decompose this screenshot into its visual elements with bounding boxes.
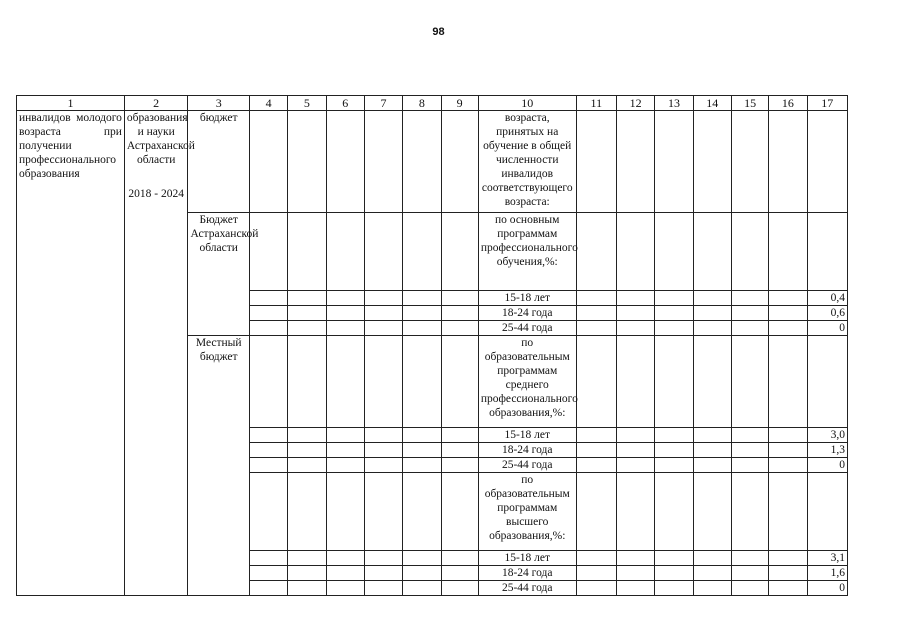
value-cell: 3,0 (807, 428, 847, 443)
executor-text: образования и науки Астраханской области (126, 112, 195, 166)
empty-cell (288, 551, 326, 566)
funding-source-cell: бюджет (188, 111, 250, 213)
empty-cell (326, 213, 364, 291)
empty-cell (441, 306, 478, 321)
indicator-cell: 25-44 года (478, 581, 576, 596)
empty-cell (364, 443, 402, 458)
period-text: 2018 - 2024 (128, 188, 184, 200)
empty-cell (693, 306, 731, 321)
indicator-cell: 15-18 лет (478, 551, 576, 566)
column-header: 1 (17, 96, 125, 111)
empty-cell (288, 566, 326, 581)
empty-cell (326, 443, 364, 458)
column-header: 8 (403, 96, 441, 111)
empty-cell (326, 321, 364, 336)
empty-cell (731, 473, 768, 551)
executor-cell (124, 111, 195, 596)
empty-cell (731, 581, 768, 596)
empty-cell (441, 443, 478, 458)
value-cell (807, 473, 847, 551)
empty-cell (655, 551, 693, 566)
indicator-cell: возраста, принятых на обучение в общей численности инвалидов соответствующего возраста: (478, 111, 576, 213)
empty-cell (441, 428, 478, 443)
table-row (17, 111, 848, 213)
empty-cell (441, 291, 478, 306)
empty-cell (326, 566, 364, 581)
empty-cell (403, 321, 441, 336)
empty-cell (769, 291, 807, 306)
empty-cell (249, 291, 287, 306)
empty-cell (403, 428, 441, 443)
empty-cell (616, 566, 654, 581)
empty-cell (576, 428, 616, 443)
empty-cell (693, 581, 731, 596)
empty-cell (731, 306, 768, 321)
column-header: 14 (693, 96, 731, 111)
empty-cell (576, 336, 616, 428)
empty-cell (616, 473, 654, 551)
empty-cell (576, 458, 616, 473)
empty-cell (364, 428, 402, 443)
column-header: 7 (364, 96, 402, 111)
value-cell: 0,6 (807, 306, 847, 321)
empty-cell (364, 336, 402, 428)
empty-cell (769, 321, 807, 336)
empty-cell (769, 581, 807, 596)
value-cell: 3,1 (807, 551, 847, 566)
empty-cell (655, 111, 693, 213)
empty-cell (769, 213, 807, 291)
value-cell: 0 (807, 458, 847, 473)
value-cell: 0 (807, 321, 847, 336)
column-header: 2 (124, 96, 188, 111)
column-header: 13 (655, 96, 693, 111)
page-number: 98 (432, 26, 445, 38)
indicator-cell: 15-18 лет (478, 428, 576, 443)
empty-cell (249, 566, 287, 581)
empty-cell (769, 551, 807, 566)
column-header: 16 (769, 96, 807, 111)
empty-cell (576, 306, 616, 321)
empty-cell (616, 306, 654, 321)
empty-cell (616, 291, 654, 306)
column-header: 5 (288, 96, 326, 111)
empty-cell (616, 443, 654, 458)
empty-cell (249, 428, 287, 443)
empty-cell (364, 473, 402, 551)
column-header: 12 (616, 96, 654, 111)
value-cell (807, 213, 847, 291)
indicator-cell: 25-44 года (478, 321, 576, 336)
indicator-cell: по основным программам профессионального обучения,%: (478, 213, 576, 291)
empty-cell (769, 111, 807, 213)
column-header: 3 (188, 96, 250, 111)
empty-cell (364, 213, 402, 291)
empty-cell (731, 336, 768, 428)
value-cell (807, 111, 847, 213)
empty-cell (616, 581, 654, 596)
empty-cell (326, 581, 364, 596)
empty-cell (655, 566, 693, 581)
empty-cell (616, 458, 654, 473)
indicator-cell: 25-44 года (478, 458, 576, 473)
value-cell: 1,6 (807, 566, 847, 581)
empty-cell (655, 336, 693, 428)
empty-cell (326, 291, 364, 306)
empty-cell (576, 291, 616, 306)
empty-cell (655, 428, 693, 443)
empty-cell (249, 473, 287, 551)
empty-cell (326, 428, 364, 443)
empty-cell (769, 306, 807, 321)
empty-cell (616, 111, 654, 213)
empty-cell (288, 291, 326, 306)
empty-cell (249, 306, 287, 321)
empty-cell (616, 428, 654, 443)
empty-cell (693, 458, 731, 473)
empty-cell (693, 336, 731, 428)
empty-cell (769, 458, 807, 473)
empty-cell (288, 321, 326, 336)
empty-cell (364, 306, 402, 321)
empty-cell (693, 111, 731, 213)
empty-cell (403, 111, 441, 213)
empty-cell (655, 473, 693, 551)
empty-cell (288, 336, 326, 428)
column-header: 15 (731, 96, 768, 111)
empty-cell (693, 428, 731, 443)
value-cell: 0,4 (807, 291, 847, 306)
empty-cell (616, 336, 654, 428)
indicator-cell: по образовательным программам среднего профессионального образования,%: (478, 336, 576, 428)
empty-cell (441, 336, 478, 428)
empty-cell (731, 458, 768, 473)
empty-cell (731, 551, 768, 566)
program-table (16, 95, 848, 596)
empty-cell (731, 566, 768, 581)
empty-cell (288, 428, 326, 443)
indicator-cell: 18-24 года (478, 306, 576, 321)
empty-cell (403, 473, 441, 551)
empty-cell (288, 581, 326, 596)
empty-cell (769, 336, 807, 428)
column-header: 6 (326, 96, 364, 111)
empty-cell (326, 458, 364, 473)
empty-cell (731, 321, 768, 336)
funding-source-cell: Бюджет Астраханской области (188, 213, 250, 336)
empty-cell (249, 551, 287, 566)
empty-cell (326, 306, 364, 321)
empty-cell (655, 581, 693, 596)
funding-source-cell: Местный бюджет (188, 336, 250, 596)
empty-cell (403, 443, 441, 458)
column-header: 9 (441, 96, 478, 111)
empty-cell (769, 443, 807, 458)
empty-cell (288, 111, 326, 213)
empty-cell (403, 551, 441, 566)
empty-cell (364, 566, 402, 581)
empty-cell (655, 321, 693, 336)
empty-cell (441, 321, 478, 336)
empty-cell (731, 291, 768, 306)
empty-cell (731, 111, 768, 213)
empty-cell (326, 336, 364, 428)
indicator-cell: 15-18 лет (478, 291, 576, 306)
empty-cell (403, 306, 441, 321)
empty-cell (655, 213, 693, 291)
empty-cell (403, 336, 441, 428)
indicator-cell: 18-24 года (478, 443, 576, 458)
empty-cell (769, 428, 807, 443)
empty-cell (403, 566, 441, 581)
empty-cell (616, 551, 654, 566)
column-header: 11 (576, 96, 616, 111)
empty-cell (769, 566, 807, 581)
empty-cell (441, 551, 478, 566)
empty-cell (288, 306, 326, 321)
empty-cell (693, 473, 731, 551)
empty-cell (576, 473, 616, 551)
empty-cell (693, 443, 731, 458)
empty-cell (364, 551, 402, 566)
empty-cell (693, 321, 731, 336)
empty-cell (693, 291, 731, 306)
empty-cell (326, 111, 364, 213)
empty-cell (441, 213, 478, 291)
empty-cell (249, 336, 287, 428)
empty-cell (693, 213, 731, 291)
empty-cell (249, 581, 287, 596)
empty-cell (441, 581, 478, 596)
empty-cell (403, 291, 441, 306)
empty-cell (693, 566, 731, 581)
empty-cell (249, 458, 287, 473)
value-cell (807, 336, 847, 428)
empty-cell (288, 443, 326, 458)
empty-cell (731, 213, 768, 291)
empty-cell (403, 213, 441, 291)
header-row (17, 96, 848, 111)
empty-cell (364, 321, 402, 336)
empty-cell (288, 213, 326, 291)
empty-cell (441, 111, 478, 213)
empty-cell (249, 213, 287, 291)
indicator-cell: по образовательным программам высшего образования,%: (478, 473, 576, 551)
empty-cell (655, 458, 693, 473)
column-header: 10 (478, 96, 576, 111)
empty-cell (441, 473, 478, 551)
empty-cell (576, 566, 616, 581)
indicator-cell: 18-24 года (478, 566, 576, 581)
empty-cell (576, 321, 616, 336)
empty-cell (655, 443, 693, 458)
empty-cell (576, 581, 616, 596)
empty-cell (364, 581, 402, 596)
empty-cell (576, 213, 616, 291)
empty-cell (616, 321, 654, 336)
empty-cell (326, 551, 364, 566)
empty-cell (403, 458, 441, 473)
value-cell: 1,3 (807, 443, 847, 458)
empty-cell (731, 443, 768, 458)
empty-cell (576, 551, 616, 566)
empty-cell (655, 306, 693, 321)
empty-cell (731, 428, 768, 443)
empty-cell (693, 551, 731, 566)
empty-cell (249, 321, 287, 336)
empty-cell (249, 111, 287, 213)
empty-cell (441, 566, 478, 581)
empty-cell (326, 473, 364, 551)
empty-cell (249, 443, 287, 458)
empty-cell (364, 111, 402, 213)
empty-cell (364, 291, 402, 306)
empty-cell (769, 473, 807, 551)
empty-cell (655, 291, 693, 306)
measure-name-cell: инвалидов молодого возраста при получении профессионального образования (17, 111, 125, 596)
empty-cell (403, 581, 441, 596)
column-header: 17 (807, 96, 847, 111)
empty-cell (576, 111, 616, 213)
column-header: 4 (249, 96, 287, 111)
empty-cell (576, 443, 616, 458)
value-cell: 0 (807, 581, 847, 596)
empty-cell (364, 458, 402, 473)
empty-cell (288, 473, 326, 551)
empty-cell (441, 458, 478, 473)
empty-cell (288, 458, 326, 473)
empty-cell (616, 213, 654, 291)
